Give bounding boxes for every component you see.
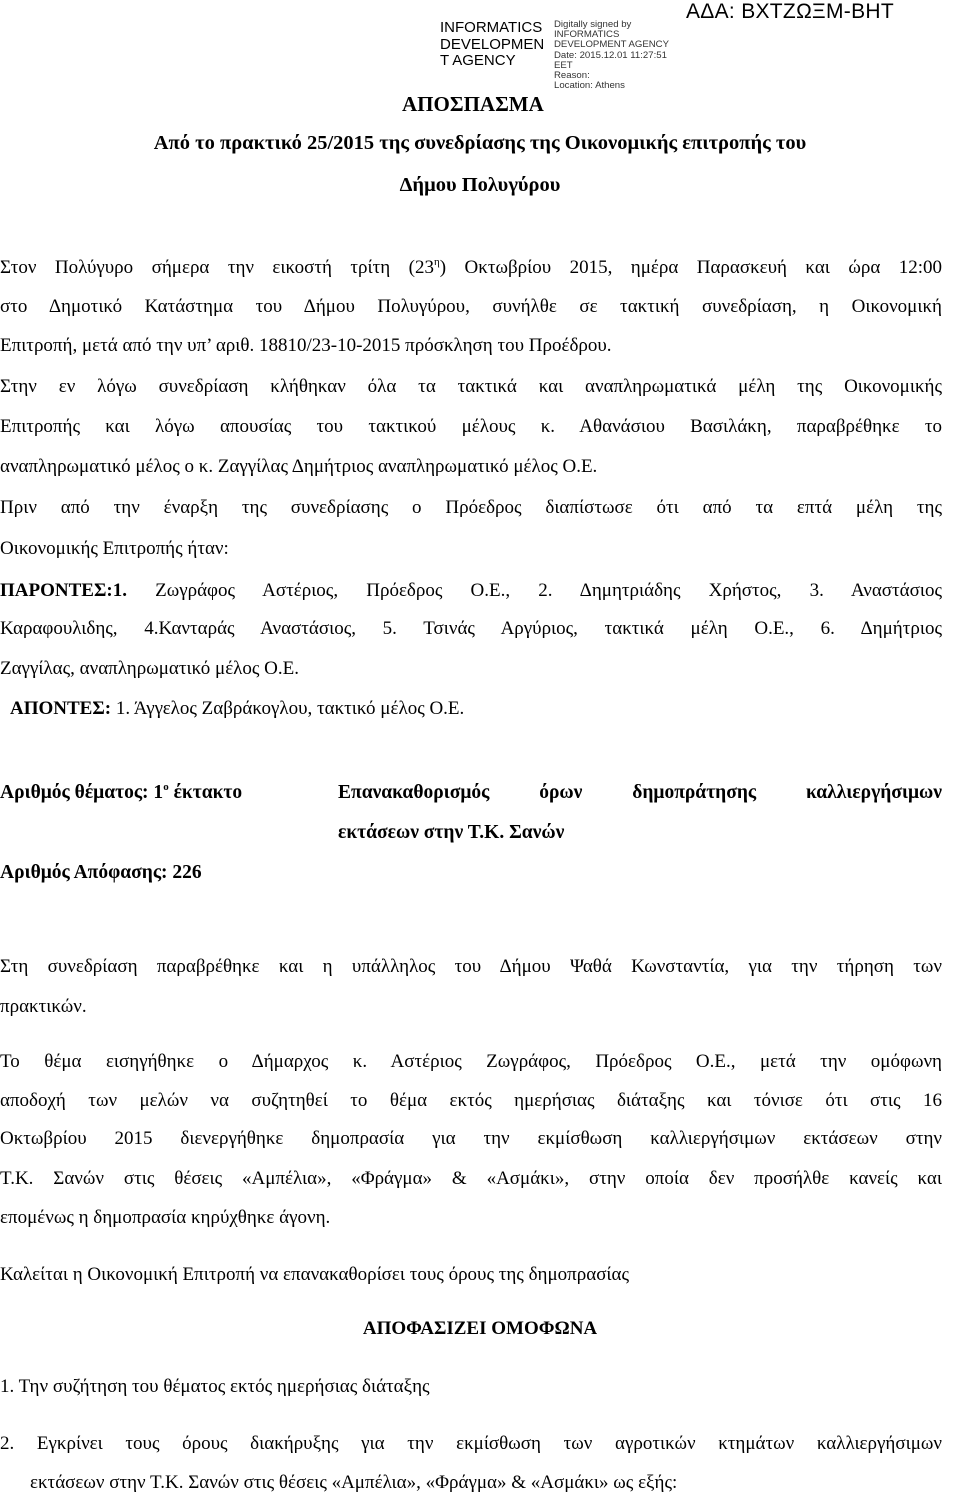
report-line-4: Τ.Κ. Σανών στις θέσεις «Αμπέλια», «Φράγμα» & «Ασμάκι», στην οποία δεν προσήλθε κανείς και [0,1168,942,1189]
decision-number: Αριθμός Απόφασης: 226 [0,862,202,883]
signature-details [554,20,684,91]
subject-title-2: εκτάσεων στην Τ.Κ. Σανών [338,822,565,843]
quorum-line-2: Οικονομικής Επιτροπής ήταν: [0,538,229,559]
decides-heading: ΑΠΟΦΑΣΙΖΕΙ ΟΜΟΦΩΝΑ [362,1318,598,1339]
ada-code: ΑΔΑ: ΒΧΤΖΩΞΜ-ΒΗΤ [685,0,894,23]
present-line-1: ΠΑΡΟΝΤΕΣ:1. Ζωγράφος Αστέριος, Πρόεδρος Ο.Ε., 2. Δημητριάδης Χρήστος, 3. Αναστάσιος [0,580,942,601]
quorum-line-1: Πριν από την έναρξη της συνεδρίασης ο Πρόεδρος διαπίστωσε ότι από τα επτά μέλη της [0,497,942,518]
signature-detail-line: Date: 2015.12.01 11:27:51 [554,49,667,61]
invite-line: Καλείται η Οικονομική Επιτροπή να επανακαθορίσει τους όρους της δημοπρασίας [0,1264,630,1285]
signature-agency-line: DEVELOPMEN [440,35,545,53]
signature-detail-line: INFORMATICS [554,29,620,41]
decision-item-2-line-2: εκτάσεων στην Τ.Κ. Σανών στις θέσεις «Αμπέλια», «Φράγμα» & «Ασμάκι» ως εξής: [30,1472,678,1493]
signature-agency-line: T AGENCY [440,52,516,69]
report-line-3: Οκτωβρίου 2015 διενεργήθηκε δημοπρασία για την εκμίσθωση καλλιεργήσιμων εκτάσεων στην [0,1128,942,1149]
signature-detail-line: Digitally signed by [554,19,632,30]
call-line-2: Επιτροπής και λόγω απουσίας του τακτικού μέλους κ. Αθανάσιου Βασιλάκη, παραβρέθηκε το [0,416,942,437]
signature-agency [440,20,544,70]
decision-item-2-line-1: 2. Εγκρίνει τους όρους διακήρυξης για την εκμίσθωση των αγροτικών κτημάτων καλλιεργήσιμων [0,1433,942,1454]
report-line-1: Το θέμα εισηγήθηκε ο Δήμαρχος κ. Αστέριος Ζωγράφος, Πρόεδρος Ο.Ε., μετά την ομόφωνη [0,1051,942,1072]
subject-title-1: Επανακαθορισμός όρων δημοπράτησης καλλιεργήσιμων [338,782,942,803]
signature-detail-line: Location: Athens [554,80,625,92]
signature-detail-line: DEVELOPMENT AGENCY [554,39,669,51]
title-line-2: Δήμου Πολυγύρου [399,174,561,196]
present-line-2: Καραφουλιδης, 4.Κανταράς Αναστάσιος, 5. Τσινάς Αργύριος, τακτικά μέλη Ο.Ε., 6. Δημήτριος [0,618,942,639]
intro-line-3: Επιτροπή, μετά από την υπ’ αριθ. 18810/23-10-2015 πρόσκληση του Προέδρου. [0,335,612,356]
title-line-1: Από το πρακτικό 25/2015 της συνεδρίασης της Οικονομικής επιτροπής του [153,132,807,154]
intro-line-2: στο Δημοτικό Κατάστημα του Δήμου Πολυγύρου, συνήλθε σε τακτική συνεδρίαση, η Οικονομική [0,296,942,317]
signature-agency-line: INFORMATICS [440,19,543,36]
signature-detail-line: Reason: [554,70,590,82]
signature-detail-line: EET [554,59,573,71]
decision-item-1: 1. Την συζήτηση του θέματος εκτός ημερήσιας διάταξης [0,1376,430,1397]
intro-line-1: Στον Πολύγυρο σήμερα την εικοστή τρίτη $(23^\eta)$ Οκτωβρίου 2015, ημέρα Παρασκευή και ώρα 12:00 [0,256,942,278]
call-line-1: Στην εν λόγω συνεδρίαση κλήθηκαν όλα τα τακτικά και αναπληρωματικά μέλη της Οικονομικής [0,376,942,397]
absent-line: ΑΠΟΝΤΕΣ: 1. Άγγελος Ζαβράκογλου, τακτικό μέλος Ο.Ε. [10,698,465,719]
call-line-3: αναπληρωματικό μέλος ο κ. Ζαγγίλας Δημήτριος αναπληρωματικό μέλος Ο.Ε. [0,456,598,477]
report-line-5: επομένως η δημοπρασία κηρύχθηκε άγονη. [0,1207,331,1228]
subject-label: Αριθμός θέματος: $1^o$ έκτακτο [0,781,243,803]
employee-line-2: πρακτικών. [0,996,87,1017]
employee-line-1: Στη συνεδρίαση παραβρέθηκε και η υπάλληλος του Δήμου Ψαθά Κωνσταντία, για την τήρηση των [0,956,942,977]
report-line-2: αποδοχή των μελών να συζητηθεί το θέμα εκτός ημερήσιας διάταξης και τόνισε ότι στις 16 [0,1090,942,1111]
present-line-3: Ζαγγίλας, αναπληρωματικό μέλος Ο.Ε. [0,658,299,679]
doc-label: ΑΠΟΣΠΑΣΜΑ [402,92,544,116]
